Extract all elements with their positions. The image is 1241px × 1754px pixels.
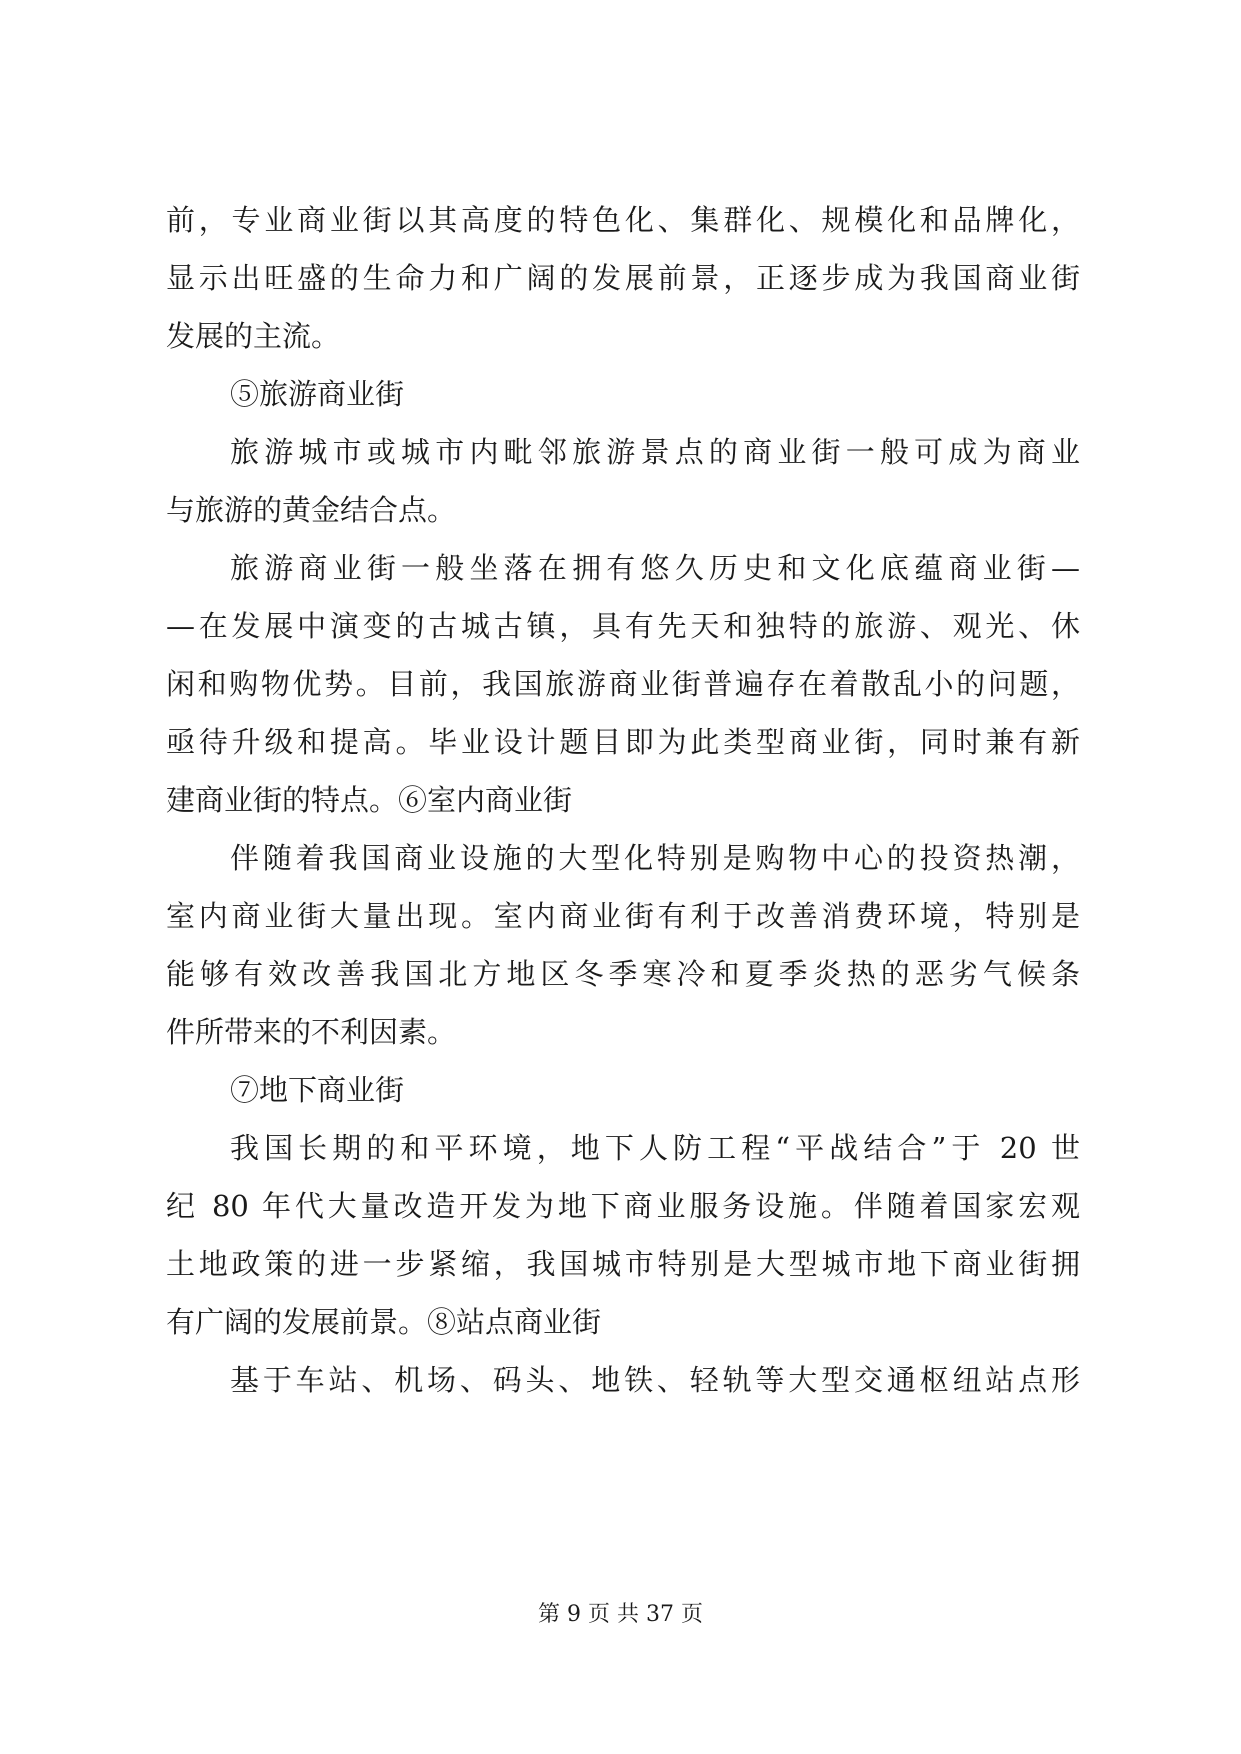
page-indicator: 第 9 页 共 37 页 — [538, 1602, 703, 1627]
section-heading: ⑤旅游商业街 — [230, 377, 405, 411]
text-line: 室内商业街大量出现。室内商业街有利于改善消费环境，特别是 — [166, 899, 1080, 933]
text-line: 基于车站、机场、码头、地铁、轻轨等大型交通枢纽站点形 — [230, 1363, 1080, 1397]
text-line: 有广阔的发展前景。⑧站点商业街 — [166, 1305, 602, 1339]
text-line: 闲和购物优势。目前，我国旅游商业街普遍存在着散乱小的问题， — [166, 667, 1080, 701]
text-line: 亟待升级和提高。毕业设计题目即为此类型商业街，同时兼有新 — [166, 725, 1080, 759]
text-line: 纪 80 年代大量改造开发为地下商业服务设施。伴随着国家宏观 — [166, 1189, 1080, 1223]
text-line: 与旅游的黄金结合点。 — [166, 493, 457, 527]
text-line: —在发展中演变的古城古镇，具有先天和独特的旅游、观光、休 — [166, 609, 1080, 643]
text-line: 我国长期的和平环境，地下人防工程“平战结合”于 20 世 — [230, 1131, 1080, 1165]
text-line: 建商业街的特点。⑥室内商业街 — [166, 783, 573, 817]
text-line: 发展的主流。 — [166, 319, 341, 353]
section-heading: ⑦地下商业街 — [230, 1073, 405, 1107]
page-footer — [0, 1600, 1241, 1630]
text-line: 旅游商业街一般坐落在拥有悠久历史和文化底蕴商业街— — [230, 551, 1080, 585]
text-line: 能够有效改善我国北方地区冬季寒冷和夏季炎热的恶劣气候条 — [166, 957, 1080, 991]
text-line: 伴随着我国商业设施的大型化特别是购物中心的投资热潮， — [230, 841, 1080, 875]
text-line: 旅游城市或城市内毗邻旅游景点的商业街一般可成为商业 — [230, 435, 1080, 469]
text-line: 土地政策的进一步紧缩，我国城市特别是大型城市地下商业街拥 — [166, 1247, 1080, 1281]
text-line: 前，专业商业街以其高度的特色化、集群化、规模化和品牌化， — [166, 203, 1080, 237]
text-line: 件所带来的不利因素。 — [166, 1015, 457, 1049]
text-line: 显示出旺盛的生命力和广阔的发展前景，正逐步成为我国商业街 — [166, 261, 1080, 295]
